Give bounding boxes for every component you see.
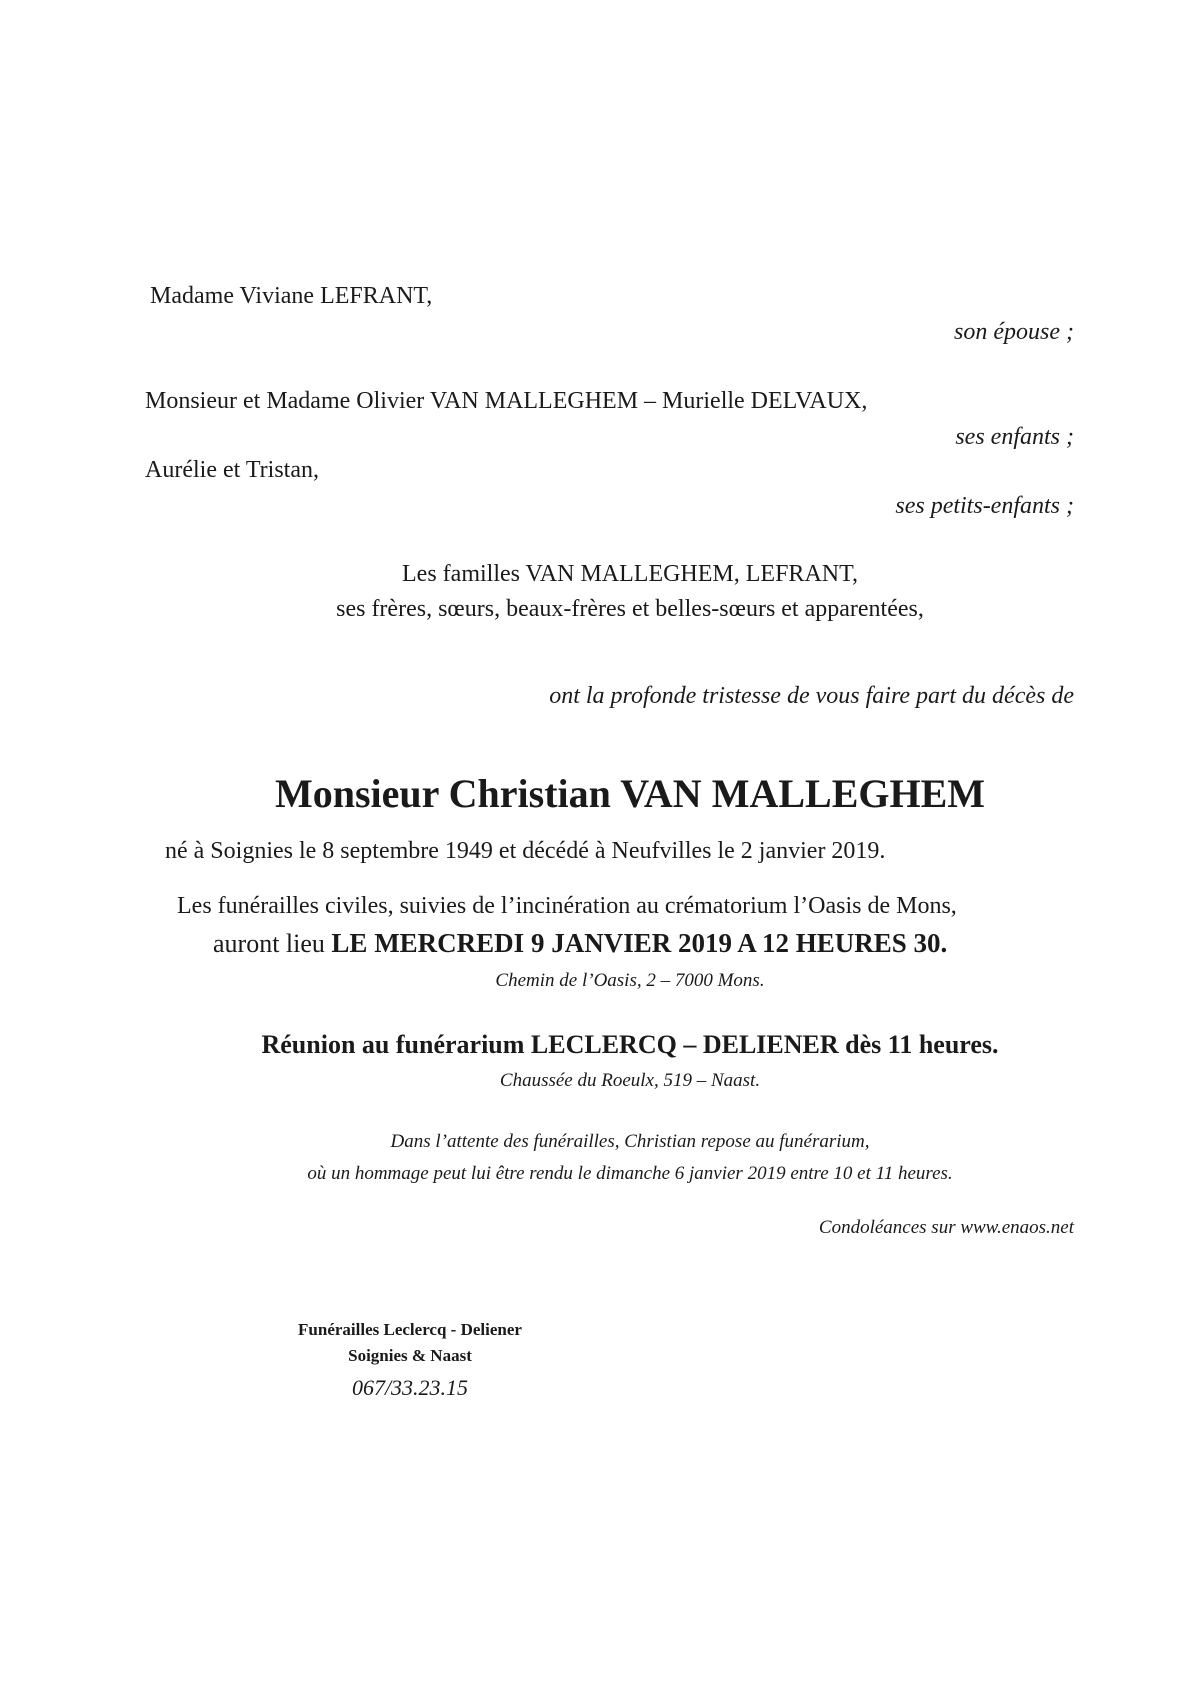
funeral-home-location: Soignies & Naast xyxy=(348,1346,472,1365)
funeral-line-2 xyxy=(213,928,947,959)
children-names: Monsieur et Madame Olivier VAN MALLEGHEM – Murielle DELVAUX, xyxy=(145,388,868,414)
funeral-line-2-prefix: auront lieu xyxy=(213,929,325,958)
crematorium-address: Chemin de l’Oasis, 2 – 7000 Mons. xyxy=(495,970,765,991)
grandchildren-names: Aurélie et Tristan, xyxy=(145,457,319,483)
tribute-line-1: Dans l’attente des funérailles, Christian repose au funérarium, xyxy=(390,1131,870,1152)
announcement-text: ont la profonde tristesse de vous faire part du décès de xyxy=(549,683,1074,709)
funeral-line-1: Les funérailles civiles, suivies de l’incinération au crématorium l’Oasis de Mons, xyxy=(177,893,957,919)
funeral-home-address: Chaussée du Roeulx, 519 – Naast. xyxy=(499,1070,761,1091)
funeral-home-phone: 067/33.23.15 xyxy=(351,1375,469,1400)
funeral-date: LE MERCREDI 9 JANVIER 2019 A 12 HEURES 30. xyxy=(331,928,948,958)
birth-death-info: né à Soignies le 8 septembre 1949 et décédé à Neufvilles le 2 janvier 2019. xyxy=(165,838,886,864)
families-line-2: ses frères, sœurs, beaux-frères et belles-sœurs et apparentées, xyxy=(336,596,924,622)
families-line-1: Les familles VAN MALLEGHEM, LEFRANT, xyxy=(402,561,858,587)
spouse-name: Madame Viviane LEFRANT, xyxy=(150,283,433,309)
condolences-link: Condoléances sur www.enaos.net xyxy=(818,1217,1074,1238)
children-relation: ses enfants ; xyxy=(955,424,1074,450)
gathering-title: Réunion au funérarium LECLERCQ – DELIENER dès 11 heures. xyxy=(261,1030,999,1059)
deceased-name: Monsieur Christian VAN MALLEGHEM xyxy=(274,771,986,816)
spouse-relation: son épouse ; xyxy=(954,319,1074,345)
funeral-home-name: Funérailles Leclercq - Deliener xyxy=(298,1320,522,1339)
grandchildren-relation: ses petits-enfants ; xyxy=(895,493,1074,519)
tribute-line-2: où un hommage peut lui être rendu le dimanche 6 janvier 2019 entre 10 et 11 heures. xyxy=(307,1163,953,1184)
